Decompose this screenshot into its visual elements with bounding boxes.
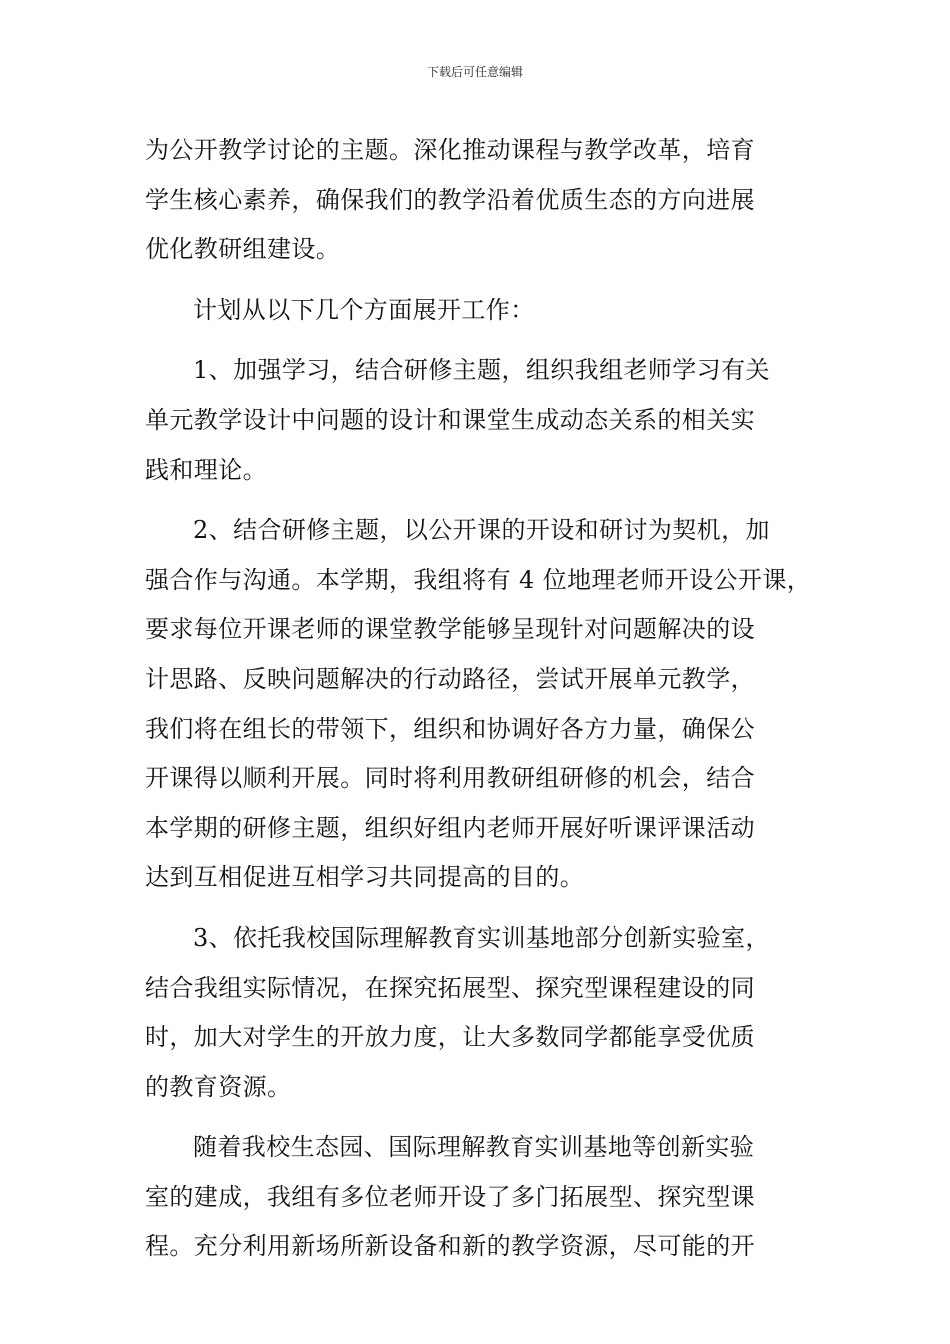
text-line: 2、结合研修主题，以公开课的开设和研讨为契机，加 [193,516,770,545]
text-line: 的教育资源。 [145,1072,292,1101]
text-line: 优化教研组建设。 [145,235,341,264]
text-line: 本学期的研修主题，组织好组内老师开展好听课评课活动 [145,813,755,842]
text-line: 开课得以顺利开展。同时将利用教研组研修的机会，结合 [145,764,755,793]
text-line: 学生核心素养，确保我们的教学沿着优质生态的方向进展 [145,185,755,214]
text-line: 室的建成，我组有多位老师开设了多门拓展型、探究型课 [145,1182,755,1211]
text-line: 要求每位开课老师的课堂教学能够呈现针对问题解决的设 [145,615,755,644]
text-line: 计思路、反映问题解决的行动路径，尝试开展单元教学， [145,664,755,693]
text-line: 3、依托我校国际理解教育实训基地部分创新实验室， [193,923,770,952]
text-line: 程。充分利用新场所新设备和新的教学资源，尽可能的开 [145,1232,755,1261]
text-line: 我们将在组长的带领下，组织和协调好各方力量，确保公 [145,714,755,743]
text-line: 为公开教学讨论的主题。深化推动课程与教学改革，培育 [145,136,755,164]
text-line: 结合我组实际情况，在探究拓展型、探究型课程建设的同 [145,973,755,1002]
text-line: 强合作与沟通。本学期，我组将有 4 位地理老师开设公开课， [145,565,812,594]
page-header: 下载后可任意编辑 [426,65,523,79]
text-line: 时，加大对学生的开放力度，让大多数同学都能享受优质 [145,1023,755,1052]
document-body [145,126,812,1272]
text-line: 1、加强学习，结合研修主题，组织我组老师学习有关 [193,356,770,385]
text-line: 随着我校生态园、国际理解教育实训基地等创新实验 [193,1133,755,1162]
text-line: 践和理论。 [145,455,267,484]
text-line: 达到互相促进互相学习共同提高的目的。 [145,863,585,892]
text-line: 单元教学设计中问题的设计和课堂生成动态关系的相关实 [145,405,755,434]
text-line: 计划从以下几个方面展开工作： [193,295,535,324]
